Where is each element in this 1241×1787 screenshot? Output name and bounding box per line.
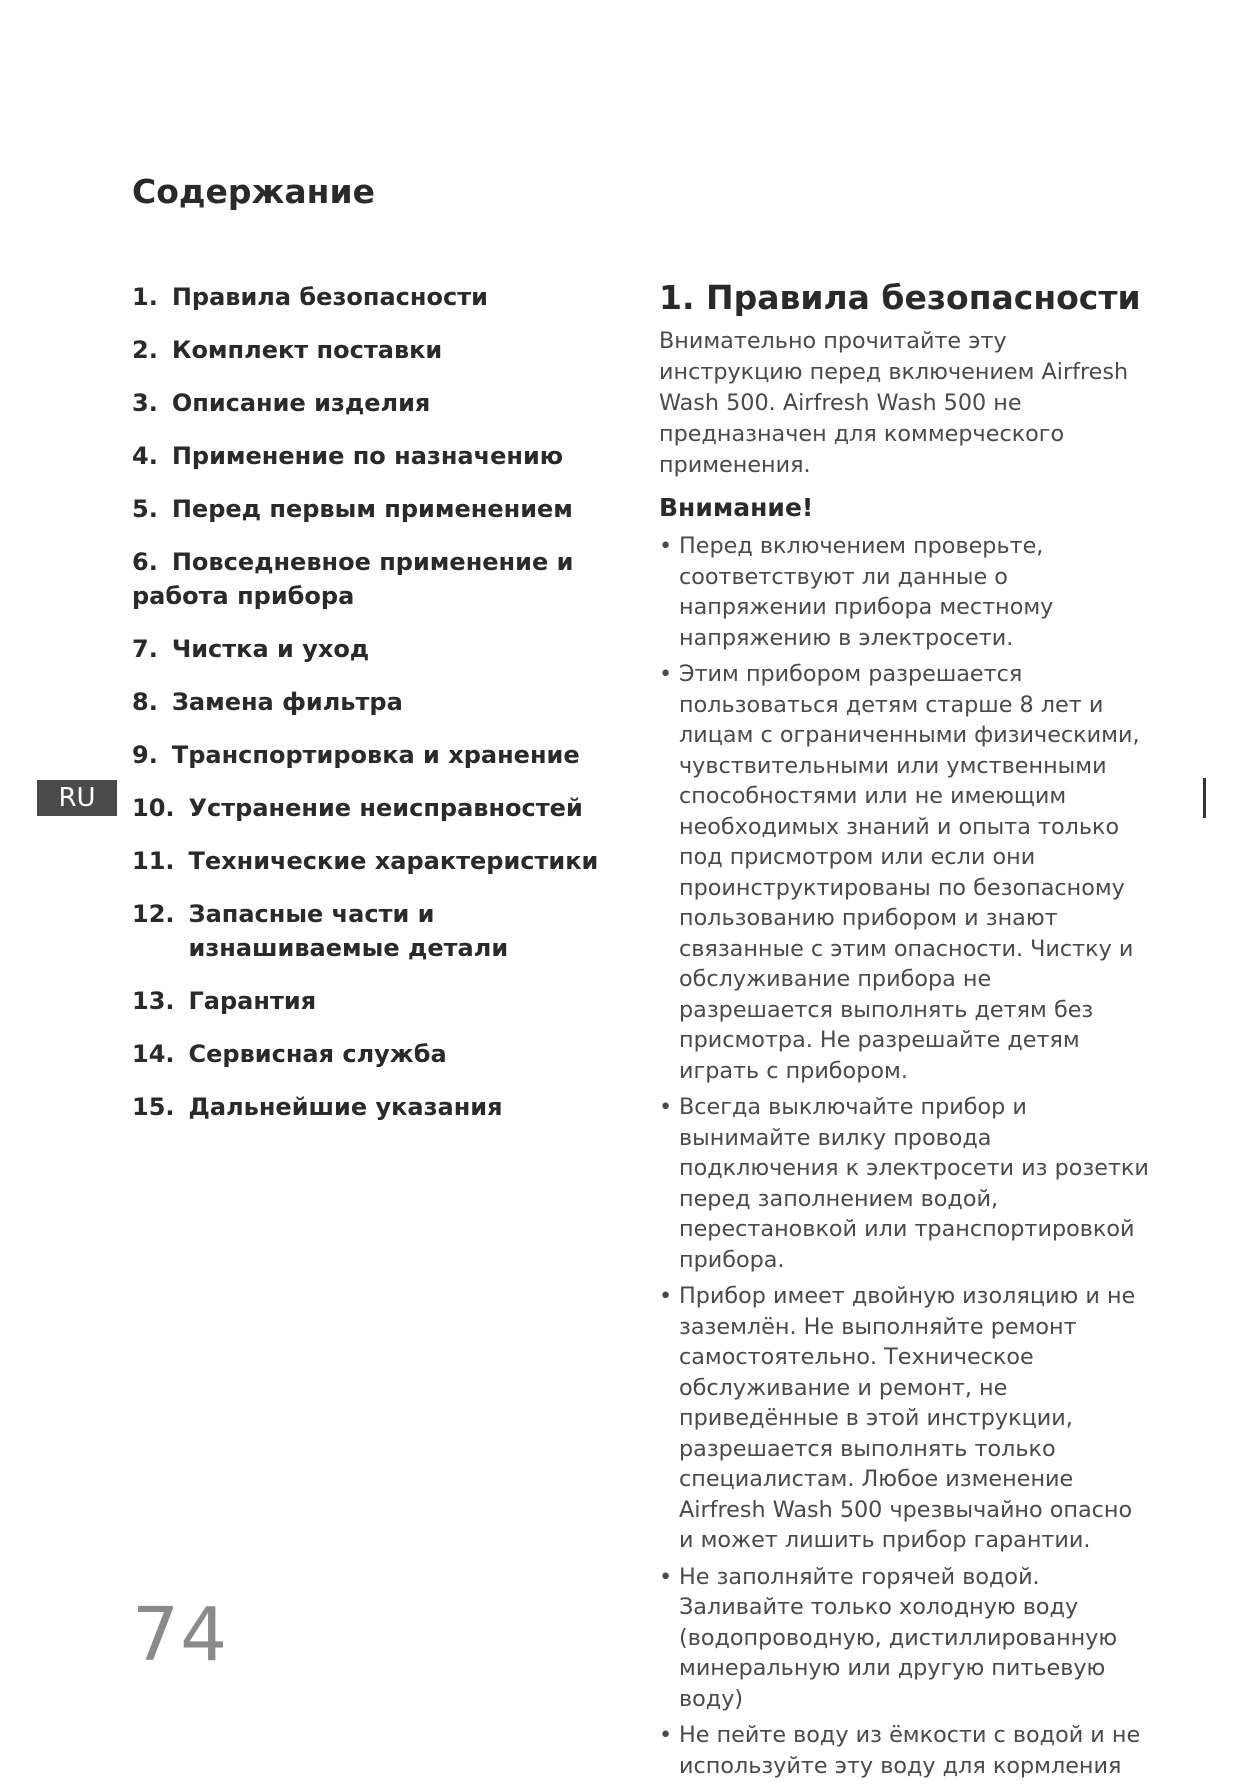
bullet-icon: •: [659, 1722, 673, 1748]
toc-item-number: 6.: [132, 548, 158, 576]
toc-item[interactable]: [132, 439, 622, 473]
toc-item-label: Чистка и уход: [171, 635, 370, 663]
toc-item[interactable]: [132, 984, 622, 1018]
toc-item-label: Перед первым применением: [171, 495, 573, 523]
bullet-icon: •: [659, 533, 673, 559]
toc-item[interactable]: [132, 1090, 622, 1124]
table-of-contents: [132, 280, 622, 1143]
toc-item-label: Замена фильтра: [171, 688, 403, 716]
toc-item-number: 9.: [132, 741, 158, 769]
bullet-text: Этим прибором разрешается пользоваться детям старше 8 лет и лицам с ограниченными физическими, чувствительными или умственными способностями или не имеющим необходимых знаний и опыта только под присмотром или если они проинструктированы по безопасному пользованию прибором и знают связанные с этим опасности. Чистку и обслуживание прибора не разрешается выполнять детям без присмотра. Не разрешайте детям играть с прибором.: [679, 661, 1140, 1084]
toc-item-number: 11.: [132, 847, 175, 875]
bullet-icon: •: [659, 1094, 673, 1120]
toc-item-label: Гарантия: [188, 987, 317, 1015]
toc-item-label: Сервисная служба: [188, 1040, 447, 1068]
toc-item-label: Комплект поставки: [171, 336, 443, 364]
toc-item-number: 5.: [132, 495, 158, 523]
safety-section: [659, 278, 1149, 1787]
toc-item-number: 3.: [132, 389, 158, 417]
toc-item-label: Описание изделия: [171, 389, 431, 417]
bullet-icon: •: [659, 1283, 673, 1309]
toc-item[interactable]: [132, 685, 622, 719]
toc-item-number: 2.: [132, 336, 158, 364]
list-item: [659, 1720, 1149, 1781]
section-intro: Внимательно прочитайте эту инструкцию перед включением Airfresh Wash 500. Airfresh Wash 500 не предназначен для коммерческого применения.: [659, 328, 1129, 478]
bullet-icon: •: [659, 1563, 673, 1590]
toc-item-label: Применение по назначению: [171, 442, 564, 470]
list-item: [659, 659, 1149, 1086]
list-item: [659, 1562, 1149, 1715]
toc-item[interactable]: [132, 545, 622, 613]
bullet-text: Не заполняйте горячей водой. Заливайте только холодную воду (водопроводную, дистиллированную минеральную или другую питьевую воду): [679, 1563, 1118, 1712]
toc-item-label: Устранение неисправностей: [188, 794, 583, 822]
toc-item-number: 8.: [132, 688, 158, 716]
toc-item[interactable]: [132, 492, 622, 526]
toc-item[interactable]: [132, 280, 622, 314]
toc-item-number: 14.: [132, 1040, 175, 1068]
toc-item[interactable]: [132, 791, 622, 825]
edge-marker: [1203, 778, 1206, 818]
toc-item-number: 15.: [132, 1093, 175, 1121]
toc-item-number: 13.: [132, 987, 175, 1015]
page-number: 74: [132, 1592, 229, 1678]
toc-item-number: 1.: [132, 283, 158, 311]
section-title: 1. Правила безопасности: [659, 278, 1141, 317]
toc-item-label: Технические характеристики: [188, 847, 599, 875]
toc-item[interactable]: [132, 333, 622, 367]
toc-item-number: 4.: [132, 442, 158, 470]
bullet-text: Прибор имеет двойную изоляцию и не заземлён. Не выполняйте ремонт самостоятельно. Техническое обслуживание и ремонт, не приведённые в этой инструкции, разрешается выполнять только специалистам. Любое изменение Airfresh Wash 500 чрезвычайно опасно и может лишить прибор гарантии.: [679, 1283, 1136, 1553]
toc-item-label: Дальнейшие указания: [188, 1093, 503, 1121]
bullet-text: Не пейте воду из ёмкости с водой и не используйте эту воду для кормления: [679, 1722, 1141, 1779]
safety-bullets: [659, 531, 1149, 1781]
toc-item[interactable]: [132, 632, 622, 666]
warning-heading: Внимание!: [659, 493, 814, 522]
toc-item[interactable]: [132, 1037, 622, 1071]
bullet-icon: •: [659, 661, 673, 687]
toc-item-number: 7.: [132, 635, 158, 663]
toc-item-label: Повседневное применение и работа прибора: [132, 548, 574, 610]
toc-item[interactable]: [132, 738, 622, 772]
list-item: [659, 1092, 1149, 1275]
bullet-text: Перед включением проверьте, соответствуют ли данные о напряжении прибора местному напряжению в электросети.: [679, 533, 1054, 651]
toc-item-label: Правила безопасности: [171, 283, 488, 311]
toc-title: Содержание: [132, 172, 375, 211]
list-item: [659, 531, 1149, 653]
language-tab: RU: [37, 780, 117, 816]
toc-item[interactable]: [132, 386, 622, 420]
bullet-text: Всегда выключайте прибор и вынимайте вилку провода подключения к электросети из розетки перед заполнением водой, перестановкой или транспортировкой прибора.: [679, 1094, 1149, 1273]
toc-item-number: 10.: [132, 794, 175, 822]
list-item: [659, 1281, 1149, 1556]
toc-item-label: Запасные части и изнашиваемые детали: [188, 900, 509, 962]
toc-item[interactable]: [132, 897, 622, 965]
toc-item-label: Транспортировка и хранение: [171, 741, 580, 769]
toc-item[interactable]: [132, 844, 622, 878]
toc-item-number: 12.: [132, 900, 175, 928]
